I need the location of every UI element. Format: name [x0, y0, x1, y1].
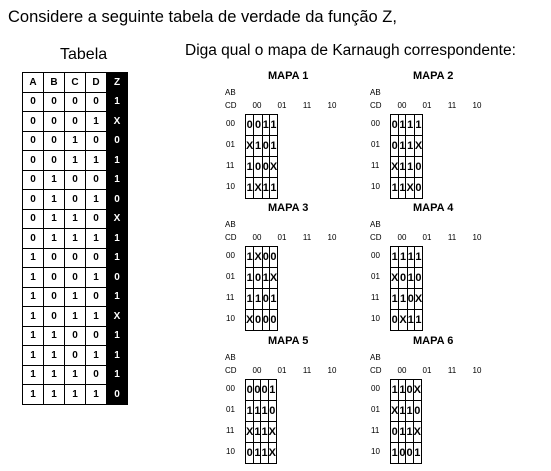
map-cell: X	[246, 310, 254, 331]
table-cell: 0	[65, 268, 86, 288]
table-cell: 0	[23, 190, 44, 210]
table-cell: 1	[44, 385, 65, 405]
karnaugh-grid	[245, 379, 277, 464]
map-cell: 1	[261, 401, 268, 422]
column-label: 11	[302, 101, 312, 110]
table-cell: 0	[44, 92, 65, 112]
map-cell: 0	[391, 136, 399, 157]
table-cell: 1	[107, 248, 128, 268]
table-cell: X	[107, 209, 128, 229]
map-title: MAPA 2	[413, 70, 454, 82]
column-label: 10	[472, 366, 482, 375]
map-cell: 0	[262, 136, 269, 157]
table-cell: 0	[65, 112, 86, 132]
column-label: 00	[252, 233, 262, 242]
map-row	[391, 401, 422, 422]
column-label: 01	[277, 366, 287, 375]
row-label: 10	[226, 314, 235, 323]
map-row	[246, 310, 278, 331]
map-cell: 0	[246, 380, 254, 401]
map-cell: 1	[254, 443, 261, 464]
map-cell: 0	[261, 380, 268, 401]
map-cell: 0	[391, 310, 399, 331]
table-cell: 1	[23, 326, 44, 346]
row-label: 01	[226, 405, 235, 414]
row-label: 10	[371, 182, 380, 191]
map-cell: 0	[268, 401, 276, 422]
map-cell: 1	[407, 268, 414, 289]
table-cell: 1	[86, 229, 107, 249]
table-row	[23, 287, 128, 307]
table-cell: 0	[23, 151, 44, 171]
table-cell: 0	[86, 248, 107, 268]
map-cell: 0	[262, 310, 269, 331]
table-row	[23, 365, 128, 385]
map-cell: X	[413, 422, 421, 443]
map-cell: 1	[407, 247, 414, 268]
table-row	[23, 209, 128, 229]
table-cell: X	[107, 307, 128, 327]
map-cell: 1	[254, 422, 261, 443]
table-row	[23, 248, 128, 268]
ab-label: AB	[225, 220, 236, 229]
map-row	[391, 247, 423, 268]
table-cell: 0	[23, 92, 44, 112]
map-cell: 1	[268, 380, 276, 401]
row-label: 01	[371, 405, 380, 414]
row-label: 00	[226, 384, 235, 393]
table-cell: 1	[86, 151, 107, 171]
table-cell: 0	[65, 326, 86, 346]
ab-label: AB	[370, 220, 381, 229]
table-cell: 1	[65, 385, 86, 405]
map-cell: 0	[246, 115, 254, 136]
map-cell: 1	[269, 115, 277, 136]
table-cell: 0	[86, 209, 107, 229]
table-row	[23, 151, 128, 171]
table-cell: 1	[44, 346, 65, 366]
map-row	[246, 401, 277, 422]
table-row	[23, 229, 128, 249]
map-cell: 1	[414, 247, 422, 268]
table-cell: 1	[86, 112, 107, 132]
table-cell: 1	[65, 209, 86, 229]
column-header-a: A	[23, 73, 44, 93]
table-cell: 1	[86, 385, 107, 405]
ab-label: AB	[225, 353, 236, 362]
map-row	[246, 289, 278, 310]
row-label: 01	[226, 140, 235, 149]
table-row	[23, 346, 128, 366]
ab-label: AB	[370, 88, 381, 97]
row-label: 11	[371, 293, 380, 302]
table-row	[23, 131, 128, 151]
table-cell: 1	[107, 287, 128, 307]
row-label: 10	[226, 182, 235, 191]
map-cell: 1	[254, 136, 262, 157]
table-cell: X	[107, 112, 128, 132]
map-cell: 1	[246, 178, 254, 199]
column-label: 11	[302, 233, 312, 242]
column-label: 11	[302, 366, 312, 375]
table-cell: 0	[65, 248, 86, 268]
column-label: 01	[422, 101, 432, 110]
map-cell: 1	[254, 401, 261, 422]
map-row	[246, 178, 278, 199]
column-label: 00	[397, 101, 407, 110]
map-cell: 1	[399, 136, 406, 157]
map-row	[391, 380, 422, 401]
column-label: 10	[472, 101, 482, 110]
map-row	[246, 157, 278, 178]
map-cell: 0	[254, 268, 262, 289]
table-title: Tabela	[60, 46, 108, 63]
table-cell: 0	[107, 131, 128, 151]
map-cell: 1	[269, 178, 277, 199]
table-cell: 0	[23, 209, 44, 229]
table-cell: 0	[44, 268, 65, 288]
table-cell: 1	[86, 190, 107, 210]
table-cell: 0	[44, 248, 65, 268]
map-title: MAPA 5	[268, 335, 309, 347]
map-row	[391, 115, 423, 136]
map-title: MAPA 1	[268, 70, 309, 82]
map-cell: 1	[262, 115, 269, 136]
table-cell: 1	[107, 326, 128, 346]
map-cell: 0	[262, 289, 269, 310]
table-cell: 1	[65, 151, 86, 171]
map-row	[246, 136, 278, 157]
table-cell: 1	[44, 209, 65, 229]
karnaugh-grid	[245, 114, 278, 199]
map-cell: 0	[246, 443, 254, 464]
row-label: 00	[226, 119, 235, 128]
table-row	[23, 170, 128, 190]
cd-label: CD	[225, 233, 237, 242]
table-cell: 0	[107, 268, 128, 288]
map-cell: X	[269, 268, 277, 289]
map-cell: X	[406, 178, 414, 199]
map-cell: 0	[262, 247, 269, 268]
column-label: 11	[447, 233, 457, 242]
map-cell: 1	[391, 178, 399, 199]
map-cell: 0	[414, 268, 422, 289]
map-cell: 0	[406, 443, 413, 464]
map-cell: 1	[246, 268, 254, 289]
map-row	[391, 422, 422, 443]
map-cell: 0	[254, 310, 262, 331]
cd-label: CD	[370, 101, 382, 110]
map-cell: 1	[407, 310, 414, 331]
map-cell: 1	[254, 289, 262, 310]
map-cell: 1	[406, 422, 413, 443]
row-label: 01	[226, 272, 235, 281]
table-row	[23, 268, 128, 288]
cd-label: CD	[225, 101, 237, 110]
cd-label: CD	[225, 366, 237, 375]
column-label: 01	[422, 233, 432, 242]
map-cell: 0	[399, 268, 407, 289]
page-title: Considere a seguinte tabela de verdade da função Z,	[8, 8, 397, 26]
truth-table	[22, 72, 128, 405]
column-label: 11	[447, 101, 457, 110]
table-cell: 0	[23, 131, 44, 151]
row-label: 11	[226, 161, 235, 170]
table-cell: 1	[23, 385, 44, 405]
row-label: 10	[371, 314, 380, 323]
map-row	[391, 157, 423, 178]
table-cell: 0	[44, 151, 65, 171]
table-cell: 1	[65, 229, 86, 249]
map-title: MAPA 3	[268, 202, 309, 214]
map-row	[246, 268, 278, 289]
row-label: 01	[371, 140, 380, 149]
map-cell: 1	[391, 289, 399, 310]
row-label: 00	[371, 251, 380, 260]
table-cell: 0	[86, 326, 107, 346]
cd-label: CD	[370, 366, 382, 375]
table-cell: 1	[44, 326, 65, 346]
map-cell: 0	[262, 157, 269, 178]
table-cell: 0	[23, 229, 44, 249]
map-cell: 1	[261, 443, 268, 464]
column-label: 01	[277, 233, 287, 242]
column-label: 11	[447, 366, 457, 375]
map-row	[391, 310, 423, 331]
table-row	[23, 326, 128, 346]
column-header-d: D	[86, 73, 107, 93]
table-row	[23, 112, 128, 132]
table-cell: 1	[65, 287, 86, 307]
map-cell: 1	[399, 289, 407, 310]
table-cell: 0	[44, 112, 65, 132]
table-cell: 1	[44, 170, 65, 190]
table-cell: 1	[107, 170, 128, 190]
table-cell: 0	[86, 131, 107, 151]
table-cell: 0	[44, 287, 65, 307]
row-label: 01	[371, 272, 380, 281]
map-cell: 1	[413, 443, 421, 464]
map-cell: X	[268, 443, 276, 464]
map-cell: 1	[261, 422, 268, 443]
table-cell: 1	[107, 229, 128, 249]
table-cell: 1	[23, 365, 44, 385]
table-cell: 0	[86, 365, 107, 385]
table-cell: 1	[44, 229, 65, 249]
table-cell: 0	[65, 190, 86, 210]
table-cell: 0	[44, 307, 65, 327]
column-label: 01	[422, 366, 432, 375]
table-cell: 0	[107, 385, 128, 405]
map-cell: 1	[246, 401, 254, 422]
table-cell: 0	[65, 170, 86, 190]
table-cell: 1	[44, 190, 65, 210]
map-cell: 1	[399, 247, 407, 268]
table-cell: 0	[86, 170, 107, 190]
map-row	[246, 443, 277, 464]
table-cell: 1	[23, 346, 44, 366]
table-cell: 1	[65, 365, 86, 385]
map-cell: X	[399, 310, 407, 331]
map-cell: X	[268, 422, 276, 443]
column-label: 00	[252, 366, 262, 375]
table-cell: 0	[23, 170, 44, 190]
map-cell: 0	[414, 178, 422, 199]
table-cell: 0	[107, 190, 128, 210]
map-row	[391, 178, 423, 199]
table-row	[23, 385, 128, 405]
table-cell: 0	[86, 92, 107, 112]
map-cell: 1	[406, 136, 414, 157]
table-cell: 1	[86, 307, 107, 327]
column-label: 10	[472, 233, 482, 242]
row-label: 11	[226, 293, 235, 302]
row-label: 00	[371, 119, 380, 128]
karnaugh-grid	[390, 114, 423, 199]
column-label: 10	[327, 233, 337, 242]
map-cell: 1	[406, 115, 414, 136]
row-label: 10	[226, 447, 235, 456]
karnaugh-grid	[390, 246, 423, 331]
table-cell: 1	[107, 151, 128, 171]
table-cell: 1	[44, 365, 65, 385]
map-cell: 1	[399, 115, 406, 136]
map-row	[246, 115, 278, 136]
ab-label: AB	[225, 88, 236, 97]
map-cell: 0	[407, 289, 414, 310]
map-cell: 0	[254, 380, 261, 401]
map-title: MAPA 6	[413, 335, 454, 347]
map-cell: 0	[269, 310, 277, 331]
ab-label: AB	[370, 353, 381, 362]
map-cell: 0	[413, 401, 421, 422]
map-row	[391, 136, 423, 157]
map-cell: 1	[399, 157, 406, 178]
table-cell: 0	[65, 346, 86, 366]
table-cell: 1	[65, 307, 86, 327]
map-cell: X	[414, 289, 422, 310]
map-cell: 1	[246, 289, 254, 310]
map-cell: 1	[399, 380, 406, 401]
map-row	[246, 422, 277, 443]
column-header-z: Z	[107, 73, 128, 93]
map-cell: 1	[399, 401, 406, 422]
map-cell: 1	[246, 247, 254, 268]
map-cell: 1	[414, 115, 422, 136]
table-row	[23, 92, 128, 112]
map-cell: X	[246, 422, 254, 443]
row-label: 11	[371, 426, 380, 435]
column-label: 00	[397, 366, 407, 375]
table-cell: 0	[65, 92, 86, 112]
table-row	[23, 190, 128, 210]
cd-label: CD	[370, 233, 382, 242]
map-cell: 1	[246, 157, 254, 178]
map-cell: 0	[269, 247, 277, 268]
table-cell: 0	[86, 287, 107, 307]
table-cell: 1	[107, 346, 128, 366]
column-label: 00	[397, 233, 407, 242]
map-row	[391, 443, 422, 464]
map-cell: 1	[262, 178, 269, 199]
row-label: 11	[371, 161, 380, 170]
truth-table-header	[23, 73, 128, 93]
map-cell: X	[391, 401, 399, 422]
map-cell: X	[391, 268, 399, 289]
row-label: 00	[371, 384, 380, 393]
table-cell: 1	[86, 346, 107, 366]
column-label: 00	[252, 101, 262, 110]
map-cell: 0	[254, 115, 262, 136]
row-label: 10	[371, 447, 380, 456]
map-cell: 1	[406, 157, 414, 178]
table-cell: 1	[23, 307, 44, 327]
map-cell: 1	[399, 178, 406, 199]
karnaugh-grid	[245, 246, 278, 331]
column-label: 10	[327, 101, 337, 110]
karnaugh-grid	[390, 379, 422, 464]
table-cell: 1	[86, 268, 107, 288]
map-cell: 0	[399, 443, 406, 464]
map-cell: 1	[414, 310, 422, 331]
map-cell: 0	[414, 157, 422, 178]
column-label: 10	[327, 366, 337, 375]
map-cell: X	[254, 247, 262, 268]
map-cell: 1	[391, 443, 399, 464]
row-label: 11	[226, 426, 235, 435]
map-title: MAPA 4	[413, 202, 454, 214]
column-header-b: B	[44, 73, 65, 93]
table-cell: 0	[44, 131, 65, 151]
map-cell: 1	[391, 380, 399, 401]
map-cell: 1	[406, 401, 413, 422]
map-cell: 1	[269, 136, 277, 157]
row-label: 00	[226, 251, 235, 260]
map-row	[391, 289, 423, 310]
map-row	[246, 380, 277, 401]
map-cell: X	[254, 178, 262, 199]
table-cell: 1	[65, 131, 86, 151]
map-row	[246, 247, 278, 268]
column-label: 01	[277, 101, 287, 110]
map-cell: X	[246, 136, 254, 157]
table-row	[23, 307, 128, 327]
table-cell: 0	[23, 112, 44, 132]
table-cell: 1	[107, 365, 128, 385]
table-cell: 1	[23, 248, 44, 268]
map-cell: 0	[391, 115, 399, 136]
map-cell: 1	[399, 422, 406, 443]
map-cell: 1	[269, 289, 277, 310]
map-cell: X	[414, 136, 422, 157]
map-cell: 1	[391, 247, 399, 268]
table-cell: 1	[23, 287, 44, 307]
map-cell: X	[413, 380, 421, 401]
map-cell: 0	[254, 157, 262, 178]
map-cell: 1	[262, 268, 269, 289]
map-row	[391, 268, 423, 289]
column-header-c: C	[65, 73, 86, 93]
table-cell: 1	[107, 92, 128, 112]
map-cell: 0	[406, 380, 413, 401]
question-text: Diga qual o mapa de Karnaugh correspondente:	[185, 42, 516, 59]
map-cell: X	[269, 157, 277, 178]
table-cell: 1	[23, 268, 44, 288]
map-cell: X	[391, 157, 399, 178]
map-cell: 0	[391, 422, 399, 443]
